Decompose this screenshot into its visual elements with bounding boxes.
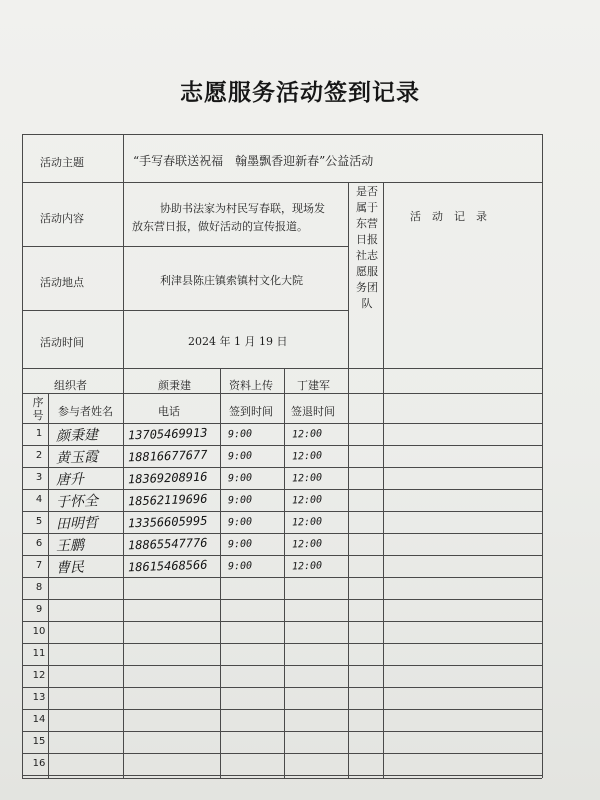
table-rule xyxy=(22,621,542,622)
location-value: 利津县陈庄镇索镇村文化大院 xyxy=(160,274,303,287)
affiliation-line: 愿服 xyxy=(356,265,378,278)
table-rule xyxy=(22,134,23,778)
participant-phone: 18369208916 xyxy=(127,469,208,487)
checkin-time: 9:00 xyxy=(227,472,253,485)
table-rule xyxy=(22,511,542,512)
row-number: 4 xyxy=(35,494,43,505)
col-checkout-header: 签退时间 xyxy=(291,405,335,418)
table-rule xyxy=(284,368,285,778)
table-rule xyxy=(123,134,124,368)
table-rule xyxy=(22,577,542,578)
participant-phone: 13356605995 xyxy=(127,513,208,531)
table-rule xyxy=(22,393,542,394)
row-number: 1 xyxy=(35,428,43,439)
checkin-time: 9:00 xyxy=(227,494,253,507)
row-number: 10 xyxy=(32,626,46,637)
table-rule xyxy=(22,709,542,710)
row-number: 3 xyxy=(35,472,43,483)
row-number: 6 xyxy=(35,538,43,549)
participant-signature: 颜秉建 xyxy=(55,427,99,445)
row-number: 7 xyxy=(35,560,43,571)
checkin-time: 9:00 xyxy=(227,538,253,551)
table-rule xyxy=(22,182,542,183)
participant-phone: 18816677677 xyxy=(127,447,208,465)
table-rule xyxy=(22,687,542,688)
table-rule xyxy=(22,134,542,135)
checkin-time: 9:00 xyxy=(227,560,253,573)
affiliation-line: 是否 xyxy=(356,185,378,198)
checkin-time: 9:00 xyxy=(227,450,253,463)
participant-signature: 田明哲 xyxy=(55,515,99,533)
participant-phone: 18615468566 xyxy=(127,557,208,575)
table-rule xyxy=(22,423,542,424)
checkout-time: 12:00 xyxy=(291,472,323,485)
participant-signature: 王鹏 xyxy=(55,537,85,555)
table-rule xyxy=(22,778,542,779)
row-number: 8 xyxy=(35,582,43,593)
col-phone-header: 电话 xyxy=(158,405,180,418)
table-rule xyxy=(22,310,348,311)
table-rule xyxy=(22,731,542,732)
row-number: 2 xyxy=(35,450,43,461)
time-label: 活动时间 xyxy=(40,336,84,349)
participant-phone: 18865547776 xyxy=(127,535,208,553)
affiliation-line: 社志 xyxy=(356,249,378,262)
table-rule xyxy=(22,775,542,776)
time-value: 2024 年 1 月 19 日 xyxy=(188,335,288,348)
table-rule xyxy=(22,665,542,666)
row-number: 12 xyxy=(32,670,46,681)
row-number: 11 xyxy=(32,648,46,659)
organizer-label: 组织者 xyxy=(54,379,87,392)
checkout-time: 12:00 xyxy=(291,516,323,529)
table-rule xyxy=(22,643,542,644)
affiliation-line: 日报 xyxy=(356,233,378,246)
table-rule xyxy=(48,393,49,778)
checkin-time: 9:00 xyxy=(227,516,253,529)
col-checkin-header: 签到时间 xyxy=(229,405,273,418)
table-rule xyxy=(22,753,542,754)
table-rule xyxy=(220,368,221,778)
upload-name: 丁建军 xyxy=(297,379,330,392)
content-value-line1: 协助书法家为村民写春联，现场发 xyxy=(160,202,325,215)
table-rule xyxy=(22,533,542,534)
table-rule xyxy=(22,599,542,600)
table-rule xyxy=(383,182,384,778)
affiliation-line: 东营 xyxy=(356,217,378,230)
content-label: 活动内容 xyxy=(40,212,84,225)
affiliation-line: 务团 xyxy=(356,281,378,294)
participant-signature: 曹民 xyxy=(55,559,85,577)
table-rule xyxy=(348,182,349,778)
content-value-line2: 放东营日报，做好活动的宣传报道。 xyxy=(132,220,308,233)
participant-signature: 唐升 xyxy=(55,471,85,489)
table-rule xyxy=(22,246,348,247)
location-label: 活动地点 xyxy=(40,276,84,289)
checkout-time: 12:00 xyxy=(291,538,323,551)
row-number: 16 xyxy=(32,758,46,769)
affiliation-line: 队 xyxy=(361,297,373,310)
table-rule xyxy=(123,368,124,778)
checkout-time: 12:00 xyxy=(291,450,323,463)
row-number: 15 xyxy=(32,736,46,747)
table-rule xyxy=(22,445,542,446)
table-rule xyxy=(542,134,543,778)
row-number: 5 xyxy=(35,516,43,527)
checkout-time: 12:00 xyxy=(291,494,323,507)
table-rule xyxy=(22,555,542,556)
affiliation-line: 属于 xyxy=(356,201,378,214)
table-rule xyxy=(22,489,542,490)
upload-label: 资料上传 xyxy=(229,379,273,392)
theme-label: 活动主题 xyxy=(40,156,84,169)
theme-value: “手写春联送祝福 翰墨飘香迎新春”公益活动 xyxy=(133,154,374,168)
participant-phone: 13705469913 xyxy=(127,425,208,443)
checkout-time: 12:00 xyxy=(291,560,323,573)
table-rule xyxy=(22,467,542,468)
affiliation-question xyxy=(352,184,382,312)
col-seq-header: 序号 xyxy=(32,396,44,422)
table-rule xyxy=(22,368,542,369)
participant-signature: 于怀全 xyxy=(55,493,99,511)
activity-record-label: 活 动 记 录 xyxy=(410,210,487,223)
participant-signature: 黄玉霞 xyxy=(55,449,99,467)
col-participant-header: 参与者姓名 xyxy=(58,405,113,418)
row-number: 14 xyxy=(32,714,46,725)
checkin-time: 9:00 xyxy=(227,428,253,441)
checkout-time: 12:00 xyxy=(291,428,323,441)
page-title: 志愿服务活动签到记录 xyxy=(180,79,420,106)
row-number: 9 xyxy=(35,604,43,615)
row-number: 13 xyxy=(32,692,46,703)
organizer-name: 颜秉建 xyxy=(158,379,191,392)
participant-phone: 18562119696 xyxy=(127,491,208,509)
